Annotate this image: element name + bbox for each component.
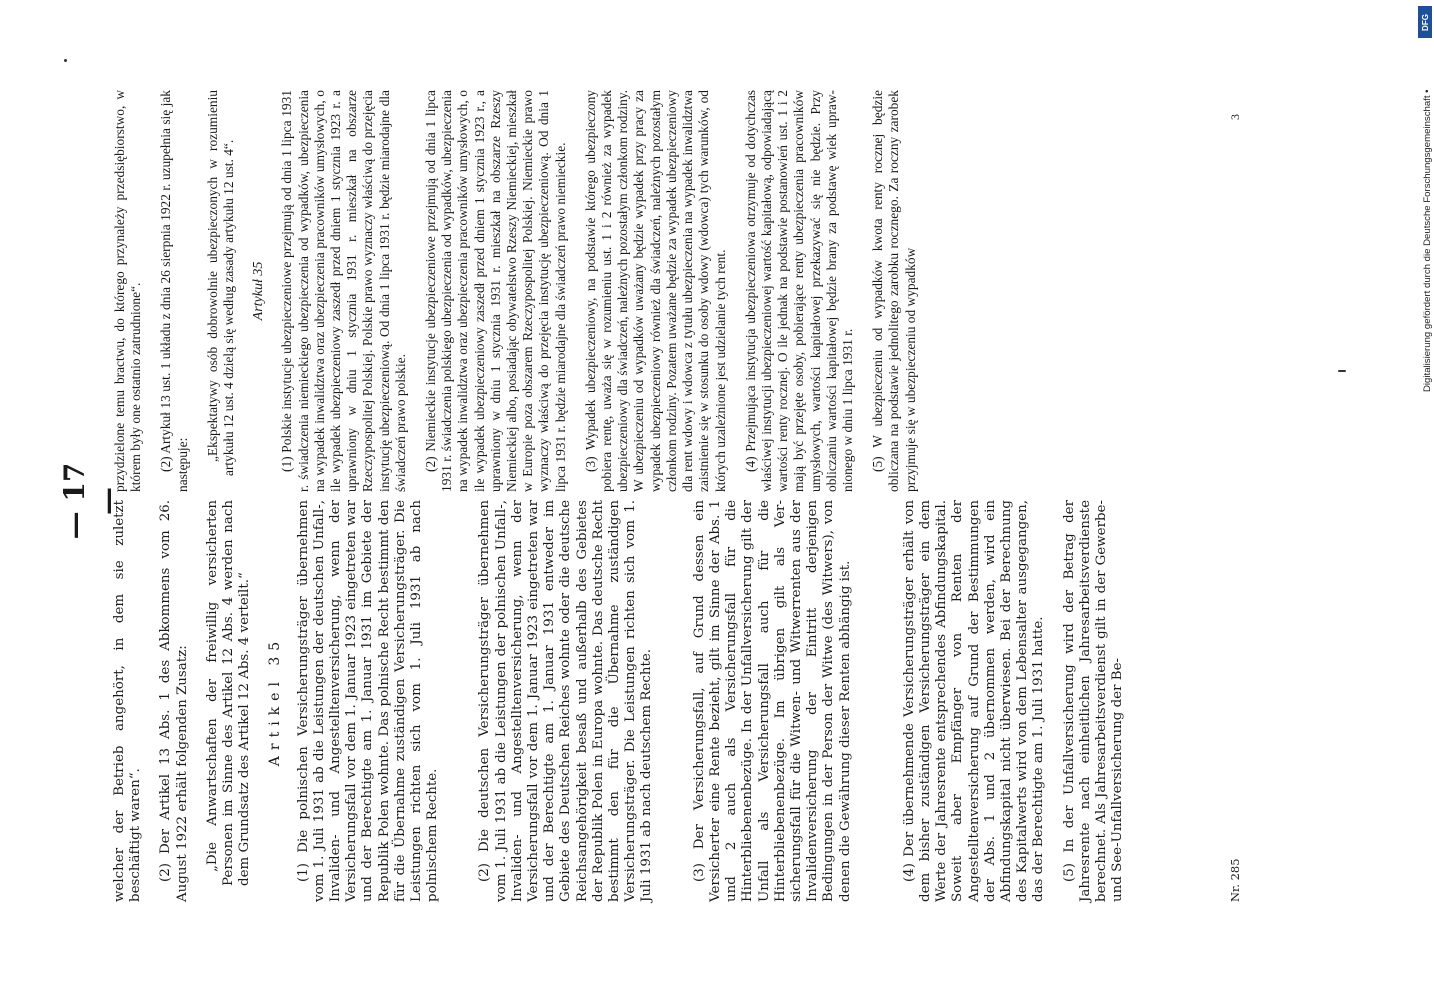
german-paragraph: (1) Die polnischen Versicherungsträger übernehmen vom 1. Juli 1931 ab die Leistungen der deutschen Unfall-, Invaliden- und Angestelltenversicherung, wenn der Versicherungsfall vor dem 1. Januar 1923 eingetreten war und der Berechtigte am 1. Januar 1931 im Gebiete der Republik Polen wohnte. Das polnische Recht bestimmt den für die Übernahme zuständigen Versicherungsträger. Die Leistungen richten sich vom 1. Juli 1931 ab nach polnischem Rechte. xyxy=(295,500,441,902)
german-paragraph: (2) Der Artikel 13 Abs. 1 des Abkommens vom 26. August 1922 erhält folgenden Zusatz: xyxy=(158,500,190,902)
polish-column xyxy=(112,90,933,492)
digitization-notice: Digitalisierung gefördert durch die Deutsche Forschungsgemeinschaft • xyxy=(1422,89,1433,392)
german-paragraph: (4) Der übernehmende Versicherungsträger erhält von dem bisher zuständigen Versicherungsträger ein dem Werte der Jahresrente entsprechendes Abfindungskapital. Soweit aber Empfänger von Renten der Angestelltenversicherung auf Grund der Bestimmungen der Abs. 1 und 2 übernommen werden, wird ein Abfindungskapital nicht überwiesen. Bei der Berechnung des Kapitalwerts wird von dem Lebensalter ausgegangen, das der Berechtigte am 1. Juli 1931 hatte. xyxy=(901,500,1047,902)
sheet-number: 3 xyxy=(1228,114,1242,120)
scan-speck xyxy=(1338,370,1346,372)
page-number: — 17 — xyxy=(58,462,124,540)
german-quote: „Die Anwartschaften der freiwillig versicherten Personen im Sinne des Artikel 12 Abs. 4 werden nach dem Grundsatz des Artikel 12 Abs. 4 verteilt.“ xyxy=(204,500,253,886)
signature-mark: Nr. 285 xyxy=(1228,858,1242,902)
german-paragraph: welcher der Betrieb angehört, in dem sie zuletzt beschäftigt waren“. xyxy=(112,500,144,902)
german-article-heading: Artikel 35 xyxy=(267,635,284,767)
dfg-logo: DFG xyxy=(1418,6,1432,38)
polish-paragraph: (5) W ubezpieczeniu od wypadków kwota renty rocznej będzie obliczana na podstawie jednolitego zarobku rocznego. Za roczny zarobek przyjmuje się w ubezpieczeniu od wypadków xyxy=(870,90,918,492)
german-paragraph: (2) Die deutschen Versicherungsträger übernehmen vom 1. Juli 1931 ab die Leistungen der polnischen Unfall-, Invaliden- und Angestelltenversicherung, wenn der Versicherungsfall vor dem 1. Januar 1923 eingetreten war und der Berechtigte am 1. Januar 1931 entweder im Gebiete des Deutschen Reiches wohnte oder die deutsche Reichsangehörigkeit besaß und außerhalb des Gebietes der Republik Polen in Europa wohnte. Das deutsche Recht bestimmt den für die Übernahme zuständigen Versicherungsträger. Die Leistungen richten sich vom 1. Juli 1931 ab nach deutschem Rechte. xyxy=(477,500,655,902)
polish-paragraph: (1) Polskie instytucje ubezpieczeniowe przejmują od dnia 1 lipca 1931 r. świadczenia niemieckiego ubezpieczenia od wypadków, ubezpieczenia na wypadek inwalidztwa oraz ubezpieczenia pracowników umysłowych, o ile wypadek ubezpieczeniowy zaszedł przed dniem 1 stycznia 1923 r. a uprawniony w dniu 1 stycznia 1931 r. mieszkał na obszarze Rzeczypospolitej Polskiej. Polskie prawo wyznaczy właściwą do przejęcia instytucję ubezpieczeniową. Od dnia 1 lipca 1931 r. będzie miarodajne dla świadczeń prawo polskie. xyxy=(279,90,408,492)
german-paragraph: (5) In der Unfallversicherung wird der Betrag der Jahresrente nach einheitlichen Jahresarbeitsverdienste berechnet. Als Jahresarbeitsverdienst gilt in der Gewerbe- und See-Unfallversicherung der Be- xyxy=(1061,500,1126,902)
polish-paragraph: (4) Przejmująca instytucja ubezpieczeniowa otrzymuje od dotychczas właściwej instytucji ubezpieczeniowej wartość kapitałową, odpowiadającą wartości renty rocznej. O ile jednak na podstawie postanowień ust. 1 i 2 mają być przejęte osoby, pobierające renty ubezpieczenia pracowników umysłowych, wartości kapitałowej przekazywać się nie będzie. Przy obliczaniu wartości kapitałowej będzie brany za podstawę wiek uprawnionego w dniu 1 lipca 1931 r. xyxy=(742,90,855,492)
polish-paragraph: (2) Artykuł 13 ust. 1 układu z dnia 26 sierpnia 1922 r. uzupełnia się jak następuje: xyxy=(158,90,190,492)
digitization-strip xyxy=(1416,0,1434,1000)
german-paragraph: (3) Der Versicherungsfall, auf Grund dessen ein Versicherter eine Rente bezieht, gilt im Sinne der Abs. 1 und 2 auch als Versicherungsfall für die Hinterbliebenenbezüge. In der Unfallversicherung gilt der Unfall als Versicherungsfall auch für die Hinterbliebenenbezüge. Im übrigen gilt als Versicherungsfall für die Witwen- und Witwerrenten aus der Invalidenversicherung der Eintritt derjenigen Bedingungen in der Person der Witwe (des Witwers), von denen die Gewährung dieser Renten abhängig ist. xyxy=(691,500,853,902)
polish-article-heading: Artykuł 35 xyxy=(251,261,267,321)
page-header xyxy=(58,0,124,1000)
german-column xyxy=(112,500,1140,902)
polish-paragraph: (3) Wypadek ubezpieczeniowy, na podstawie którego ubezpieczony pobiera rentę, uważa się w rozumieniu ust. 1 i 2 również za wypadek ubezpieczeniowy dla świadczeń, należnych pozostałym członkom rodziny. W ubezpieczeniu od wypadków uważany będzie wypadek przy pracy za wypadek ubezpieczeniowy również dla świadczeń, należnych pozostałym członkom rodziny. Pozatem uważane będzie za wypadek ubezpieczeniowy dla rent wdowy i wdowca z tytułu ubezpieczenia na wypadek inwalidztwa zaistnienie się w stosunku do osoby wdowy (wdowca) tych warunków, od których uzależnione jest udzielanie tych rent. xyxy=(582,90,728,492)
scan-speck xyxy=(64,59,67,62)
polish-paragraph: przydzielone temu bractwu, do którego przynależy przedsiębiorstwo, w którem były one ostatnio zatrudnione“. xyxy=(112,90,144,492)
polish-quote: „Ekspektatywy osób dobrowolnie ubezpieczonych w rozumieniu artykułu 12 ust. 4 dzielą się według zasady artykułu 12 ust. 4“. xyxy=(204,90,237,476)
polish-paragraph: (2) Niemieckie instytucje ubezpieczeniowe przejmują od dnia 1 lipca 1931 r. świadczenia polskiego ubezpieczenia od wypadków, ubezpieczenia na wypadek inwalidztwa oraz ubezpieczenia pracowników umysłowych, o ile wypadek ubezpieczeniowy zaszedł przed dniem 1 stycznia 1923 r., a uprawniony w dniu 1 stycznia 1931 r. mieszkał na obszarze Rzeszy Niemieckiej albo, posiadając obywatelstwo Rzeszy Niemieckiej, mieszkał w Europie poza obszarem Rzeczypospolitej Polskiej. Niemieckie prawo wyznaczy właściwą do przejęcia instytucję ubezpieczeniową. Od dnia 1 lipca 1931 r. będzie miarodajne dla świadczeń prawo niemieckie. xyxy=(423,90,568,492)
